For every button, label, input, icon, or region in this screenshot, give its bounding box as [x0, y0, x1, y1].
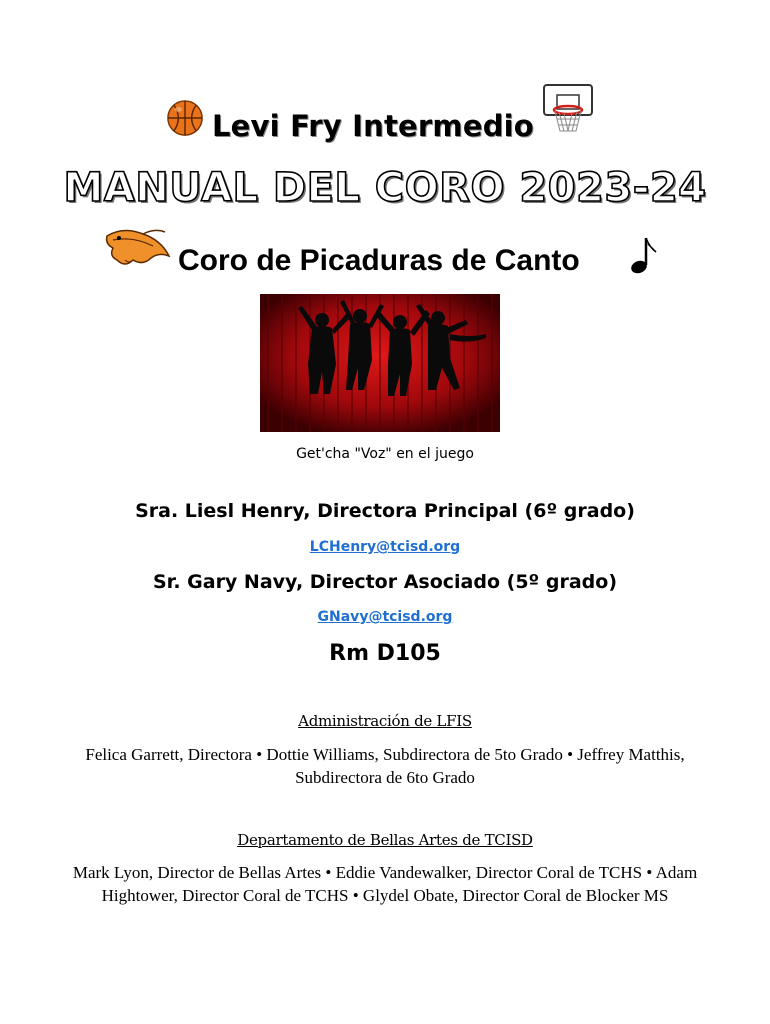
director-primary-email: [0, 539, 770, 555]
slogan: Get'cha "Voz" en el juego: [296, 446, 474, 462]
director-associate-email-link[interactable]: GNavy@tcisd.org: [317, 609, 453, 625]
school-name: Levi Fry Intermedio: [212, 109, 534, 143]
school-header: [0, 82, 770, 152]
manual-title: MANUAL DEL CORO 2023-24: [63, 165, 707, 211]
room-number: Rm D105: [329, 641, 441, 666]
stingray-mascot-icon: [103, 226, 173, 272]
director-associate-email: [0, 609, 770, 625]
choir-header: [0, 222, 770, 282]
director-primary-email-link[interactable]: LCHenry@tcisd.org: [309, 539, 461, 555]
basketball-hoop-icon: [542, 83, 594, 139]
administration-body: Felica Garrett, Directora • Dottie Williams, Subdirectora de 5to Grado • Jeffrey Matthis, Subdirectora de 6to Grado: [85, 745, 685, 787]
director-associate-name: Sr. Gary Navy, Director Asociado (5º grado): [152, 571, 618, 593]
choir-name: Coro de Picaduras de Canto: [178, 244, 580, 277]
stage-dancers-silhouette-image: [260, 294, 500, 432]
music-note-icon: [628, 234, 658, 276]
fine-arts-heading: Departamento de Bellas Artes de TCISD: [237, 831, 533, 849]
fine-arts-body: Mark Lyon, Director de Bellas Artes • Eddie Vandewalker, Director Coral de TCHS • Adam Hightower, Director Coral de TCHS • Glydel Obate, Director Coral de Blocker MS: [72, 863, 698, 905]
administration-heading: Administración de LFIS: [298, 712, 472, 730]
director-primary-name: Sra. Liesl Henry, Directora Principal (6º grado): [135, 500, 635, 522]
basketball-icon: [166, 99, 204, 137]
